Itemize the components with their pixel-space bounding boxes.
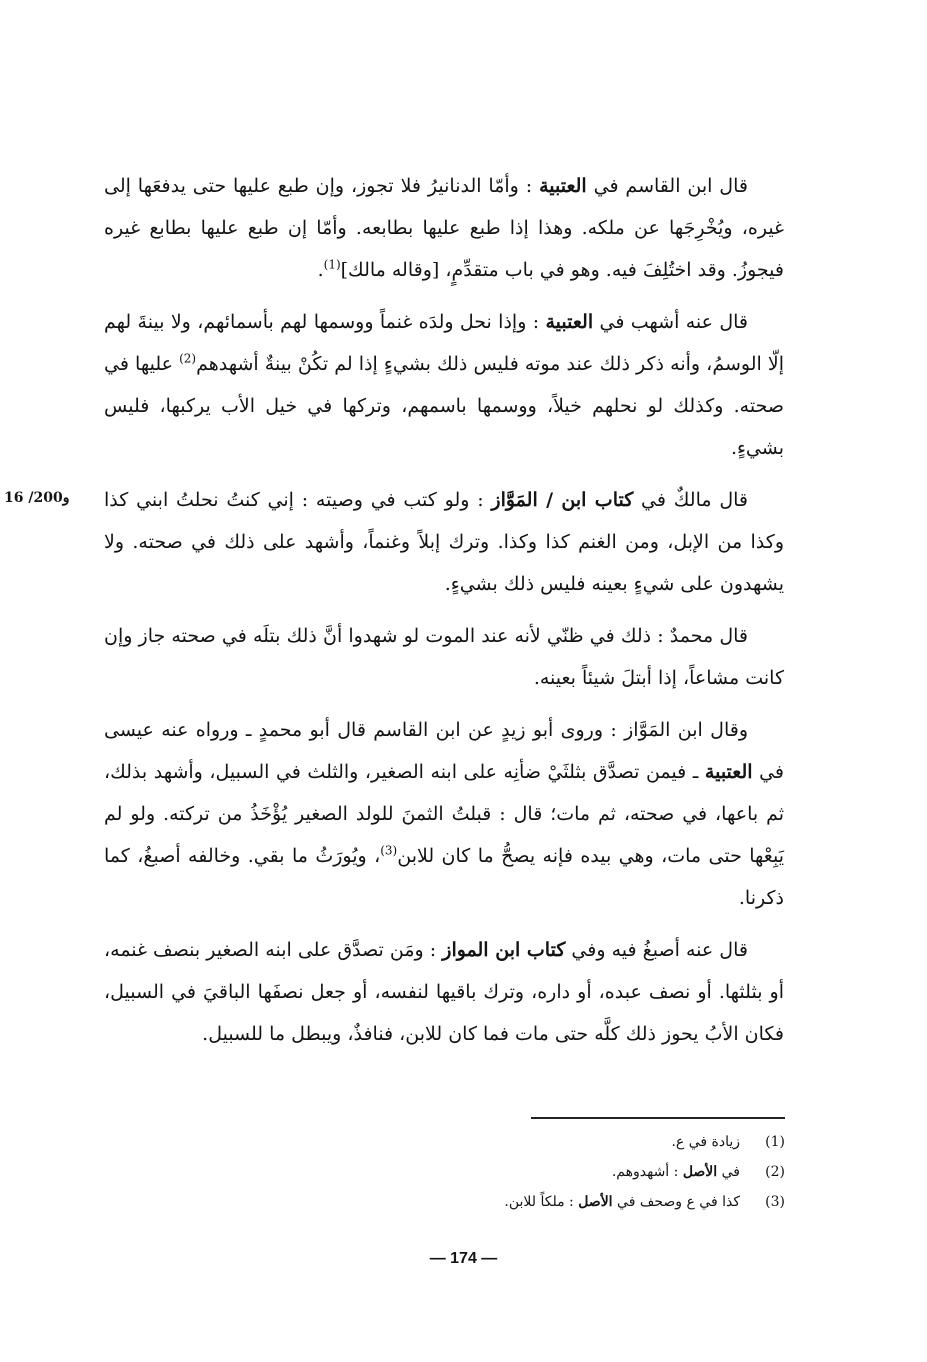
paragraph [104,929,784,1055]
text-run: قال عنه أشهب في [593,311,749,333]
paragraph [104,301,784,469]
text-run: ـ فيمن تصدَّق بثلثَيْ ضأنِه على ابنه الصغير، والثلث في السبيل، وأشهد بذلك، ثم باعها، في صحته، ثم مات؛ قال : قبلتُ الثمنَ للولد الصغير يُؤْخَذُ من تركته. ولو لم يَبِعْها حتى مات، وهي بيده فإنه يصحُّ ما كان للابن [104,761,784,867]
footnote [300,1127,785,1157]
footnote-ref: (2) [179,351,197,366]
paragraph [104,165,784,291]
bold-title: العتبية [539,175,587,197]
text-run: كذا في ع وصحف في [612,1194,740,1210]
text-run: عليها في صحته. وكذلك لو نحلهم خيلاً، ووسمها باسمهم، وتركها في خيل الأب يركبها، فليس بشيءٍ. [104,353,784,459]
text-run: : وأمّا الدنانيرُ فلا تجوز، وإن طبع عليها حتى يدفعَها إلى غيره، ويُخْرِجَها عن ملكه. وهذا إذا طبع عليها بطابعه. وأمّا إن طبع عليها بطابع غيره فيجوزُ. وقد اختُلِفَ فيه. وهو في باب متقدِّمٍ، [وقاله مالك] [104,175,784,281]
footnote-text [612,1157,740,1187]
text-run: ، ويُورَثُ ما بقي. وخالفه أصبغُ، كما ذكرنا. [104,845,784,909]
manuscript-folio-note: 16 /200و [4,490,70,506]
footnote [300,1187,785,1217]
bold-title: الأصل [682,1164,718,1180]
bold-title: كتاب ابن / المَوَّاز [491,489,634,511]
page-number: — 174 — [429,1250,498,1267]
text-run: : ومَن تصدَّق على ابنه الصغير بنصف غنمه، أو بثلثها. أو نصف عبده، أو داره، وترك باقيها لنفسه، أو جعل نصفَها الباقيَ في السبيل، فكان الأبُ يحوز ذلك كلَّه حتى مات فما كان للابن، فنافذٌ، ويبطل ما للسبيل. [104,939,784,1045]
text-run: : ولو كتب في وصيته : إني كنتُ نحلتُ ابني كذا وكذا من الإبل، ومن الغنم كذا وكذا. وترك إبلاً وغنماً، وأشهد على ذلك في صحته. ولا يشهدون على شيءٍ بعينه فليس ذلك بشيءٍ. [104,489,784,595]
bold-title: العتبية [704,761,753,783]
text-run: في [717,1164,740,1180]
footnote-number: (1) [765,1134,785,1150]
footnote-number: (3) [765,1194,785,1210]
paragraph [104,615,784,699]
text-run: : أشهدوهم. [611,1164,683,1180]
bold-title: العتبية [545,311,594,333]
footnote-ref: (1) [323,257,341,272]
text-run: زيادة في ع. [671,1134,740,1150]
text-run: قال عنه أصبغُ فيه وفي [565,939,748,961]
footnote-text [504,1187,740,1217]
main-text [104,165,784,1065]
footnote-text [671,1127,740,1157]
text-run: وقال ابن المَوَّاز : وروى أبو زيدٍ عن ابن القاسم قال أبو محمدٍ ـ ورواه عنه عيسى في [104,719,784,783]
footnotes [300,1127,785,1217]
text-run: : ملكاً للابن. [504,1194,579,1210]
footnote [300,1157,785,1187]
footnote-separator [531,1117,785,1119]
footnote-number: (2) [765,1164,785,1180]
text-run: قال محمدٌ : ذلك في ظنّي لأنه عند الموت لو شهدوا أنَّ ذلك بتلَه في صحته جاز وإن كانت مشاعاً، إذا أبتلَ شيئاً بعينه. [104,625,784,689]
footnote-ref: (3) [380,843,398,858]
paragraph [104,479,784,605]
text-run: قال ابن القاسم في [586,175,748,197]
text-run: : وإذا نحل ولدَه غنماً ووسمها لهم بأسمائهم، ولا بينةَ لهم إلّا الوسمُ، وأنه ذكر ذلك عند موته فليس ذلك بشيءٍ إذا لم تكُنْ بينةٌ أشهدهم [104,311,785,375]
text-run: . [317,259,324,281]
paragraph [104,709,784,919]
bold-title: الأصل [578,1194,613,1210]
bold-title: كتاب ابن المواز [442,939,566,961]
text-run: قال مالكٌ في [633,489,749,511]
